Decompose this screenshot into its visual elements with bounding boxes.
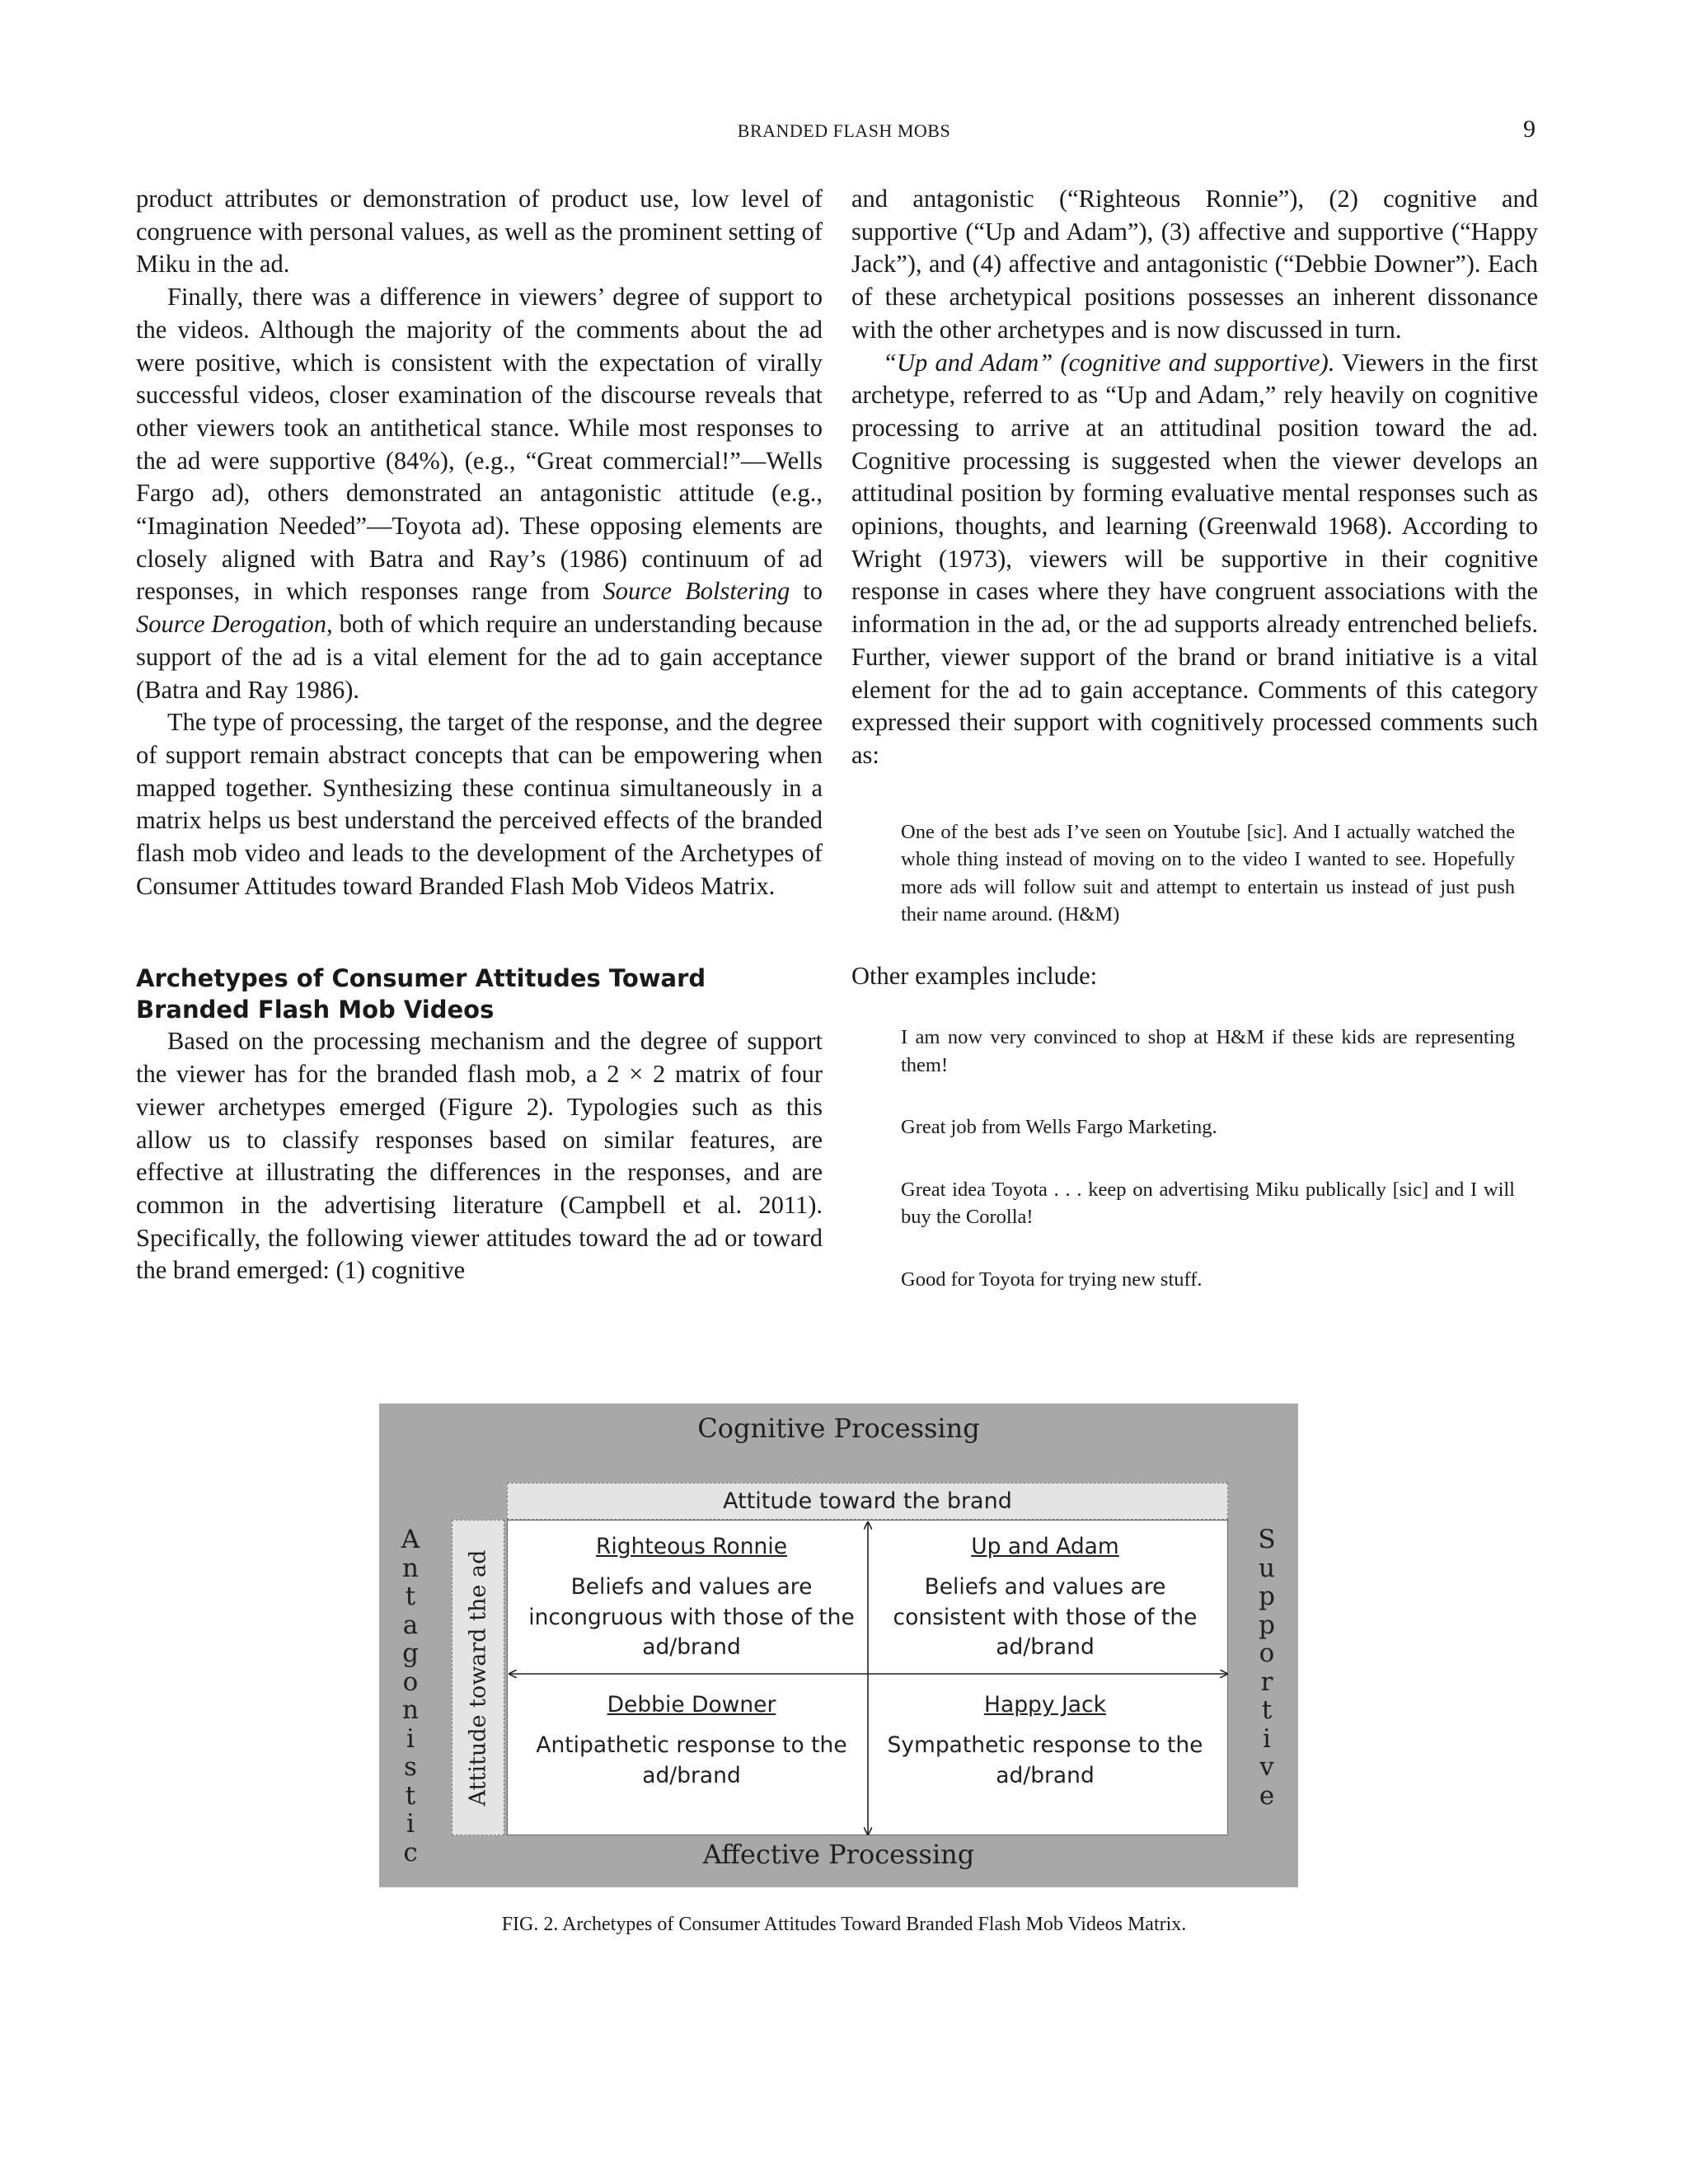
antagonistic-label (394, 1526, 427, 1867)
vertical-letter: i (1263, 1723, 1271, 1754)
attitude-toward-ad-bar (452, 1520, 504, 1835)
quadrant-righteous-ronnie (514, 1532, 869, 1663)
vertical-letter: t (405, 1780, 416, 1811)
vertical-letter: a (402, 1610, 419, 1640)
vertical-letter: A (401, 1525, 420, 1554)
paragraph: Based on the processing mechanism and the degree of support the viewer has for the branded flash mob, a 2 × 2 matrix of four viewer archetypes emerged (Figure 2). Typologies such as this allow us to classify responses based on similar features, are effective at illustrating the differences in the responses, and are common in the advertising literature (Campbell et al. 2011). Specifically, the following viewer attitudes toward the ad or toward the brand emerged: (1) cognitive (136, 1027, 823, 1285)
vertical-letter: p (1259, 1582, 1275, 1611)
paragraph: Other examples include: (851, 961, 1098, 990)
quadrant-title: Up and Adam (971, 1534, 1119, 1559)
vertical-letter: t (405, 1582, 416, 1611)
paragraph-text: to (790, 577, 823, 606)
vertical-letter: o (1259, 1638, 1275, 1668)
emphasis: Source Bolstering (603, 577, 790, 606)
quadrant-debbie-downer (514, 1690, 869, 1791)
block-quote: Good for Toyota for trying new stuff. (901, 1268, 1203, 1291)
paragraph (851, 347, 1538, 772)
block-quote: One of the best ads I’ve seen on Youtube [sic]. And I actually watched the whole thing instead of moving on to the video I wanted to see. Hopefully more ads will follow suit and attempt to entertain us instead of just push their name around. (H&M) (901, 820, 1515, 926)
vertical-letter: i (406, 1809, 415, 1839)
vertical-letter: S (1258, 1525, 1276, 1554)
vertical-letter: t (1261, 1695, 1273, 1725)
vertical-letter: r (1260, 1666, 1273, 1697)
paragraph: and antagonistic (“Righteous Ronnie”), (2) cognitive and supportive (“Up and Adam”), (3) affective and supportive (“Happy Jack”), and (4) affective and antagonistic (“Debbie Downer”). Each of these archetypical positions possesses an inherent dissonance with the other archetypes and is now discussed in turn. (851, 185, 1538, 344)
quadrant-up-and-adam (868, 1532, 1222, 1663)
vertical-letter: e (1259, 1780, 1275, 1811)
paragraph-text: , both of which require an understanding because support of the ad is a vital element for the ad to gain acceptance (Batra and Ray 1986). (136, 610, 823, 704)
vertical-letter: p (1259, 1610, 1275, 1640)
page-number: 9 (1523, 115, 1536, 143)
running-head: BRANDED FLASH MOBS (737, 120, 951, 141)
paragraph: product attributes or demonstration of product use, low level of congruence with personal values, as well as the prominent setting of Miku in the ad. (136, 185, 823, 279)
paragraph-text: Finally, there was a difference in viewers’ degree of support to the videos. Although the majority of the comments about the ad were positive, which is consistent with the expectation of virally successful videos, closer examination of the discourse reveals that other viewers took an antithetical stance. While most responses to the ad were supportive (84%), (e.g., “Great commercial!”—Wells Fargo ad), others demonstrated an antagonistic attitude (e.g., “Imagination Needed”—Toyota ad). These opposing elements are closely aligned with Batra and Ray’s (1986) continuum of ad responses, in which responses range from (136, 283, 823, 606)
quadrant-title: Righteous Ronnie (595, 1534, 788, 1559)
vertical-letter: s (404, 1752, 417, 1782)
vertical-letter: n (402, 1695, 419, 1725)
quadrant-happy-jack (868, 1690, 1222, 1791)
quadrant-description: Beliefs and values are incongruous with those of the ad/brand (528, 1574, 855, 1660)
matrix-panel (507, 1520, 1228, 1835)
quadrant-description: Beliefs and values are consistent with those of the ad/brand (893, 1574, 1198, 1660)
figure-matrix (379, 1404, 1298, 1887)
block-quote: Great job from Wells Fargo Marketing. (901, 1116, 1217, 1139)
figure-caption: FIG. 2. Archetypes of Consumer Attitudes Toward Branded Flash Mob Videos Matrix. (501, 1914, 1187, 1935)
vertical-letter: n (402, 1553, 419, 1583)
section-heading: Archetypes of Consumer Attitudes Toward Branded Flash Mob Videos (136, 964, 706, 1024)
paragraph: The type of processing, the target of the response, and the degree of support remain abstract concepts that can be empowering when mapped together. Synthesizing these continua simultaneously in a matrix helps us best understand the perceived effects of the branded flash mob video and leads to the development of the Archetypes of Consumer Attitudes toward Branded Flash Mob Videos Matrix. (136, 708, 823, 900)
emphasis: Source Derogation (136, 610, 327, 639)
supportive-label (1250, 1526, 1283, 1810)
block-quote: Great idea Toyota . . . keep on advertising Miku publically [sic] and I will buy the Corolla! (901, 1178, 1515, 1229)
vertical-letter: g (402, 1638, 419, 1668)
vertical-letter: i (406, 1723, 415, 1754)
cognitive-processing-label: Cognitive Processing (697, 1413, 980, 1444)
affective-processing-label: Affective Processing (702, 1839, 975, 1870)
right-column (851, 183, 1538, 1293)
attitude-toward-ad-label: Attitude toward the ad (465, 1549, 491, 1806)
quadrant-title: Happy Jack (984, 1692, 1106, 1718)
subsection-lead: “Up and Adam” (cognitive and supportive). (883, 348, 1335, 377)
attitude-toward-brand-bar: Attitude toward the brand (507, 1483, 1228, 1520)
quadrant-description: Antipathetic response to the ad/brand (536, 1732, 847, 1788)
quadrant-title: Debbie Downer (607, 1692, 776, 1718)
paragraph-text: Viewers in the first archetype, referred to as “Up and Adam,” rely heavily on cognitive processing to arrive at an attitudinal position toward the ad. Cognitive processing is suggested when the viewer develops an attitudinal position by forming evaluative mental responses such as opinions, thoughts, and learning (Greenwald 1968). According to Wright (1973), viewers will be supportive in their cognitive response in cases where they have congruent associations with the information in the ad, or the ad supports already entrenched beliefs. Further, viewer support of the brand or brand initiative is a vital element for the ad to gain acceptance. Comments of this category expressed their support with cognitively processed comments such as: (851, 348, 1538, 769)
vertical-letter: u (1259, 1553, 1275, 1583)
quadrant-description: Sympathetic response to the ad/brand (887, 1732, 1203, 1788)
vertical-letter: c (403, 1837, 418, 1868)
vertical-letter: o (402, 1666, 419, 1697)
vertical-letter: v (1259, 1752, 1274, 1782)
block-quote: I am now very convinced to shop at H&M if these kids are representing them! (901, 1026, 1515, 1076)
paragraph (136, 281, 823, 706)
left-column (136, 183, 823, 1287)
